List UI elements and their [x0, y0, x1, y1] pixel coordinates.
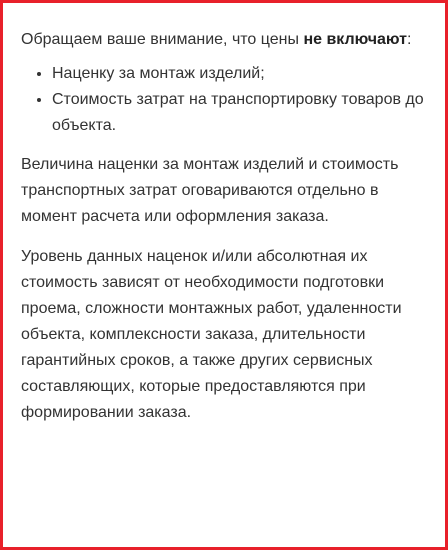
pricing-factors-paragraph: Уровень данных наценок и/или абсолютная их стоимость зависят от необходимости подготовки проема, сложности монтажных работ, удаленности объекта, комплексности заказа, длительности гарантийных сроков, а также других сервисных составляющих, которые предоставляются при формировании заказа. [21, 248, 402, 421]
notice-content [21, 27, 431, 426]
intro-suffix: : [407, 31, 412, 48]
intro-text [21, 27, 431, 53]
list-item-transport-costs: • Стоимость затрат на транспортировку товаров до объекта. [52, 87, 431, 139]
pricing-note-paragraph: Величина наценки за монтаж изделий и стоимость транспортных затрат оговариваются отдельно в момент расчета или оформления заказа. [21, 156, 399, 225]
list-item-installation-markup: • Наценку за монтаж изделий; [52, 61, 431, 87]
intro-emphasis: не включают [303, 31, 407, 48]
excluded-costs-list [21, 61, 431, 139]
intro-prefix: Обращаем ваше внимание, что цены [21, 31, 304, 48]
